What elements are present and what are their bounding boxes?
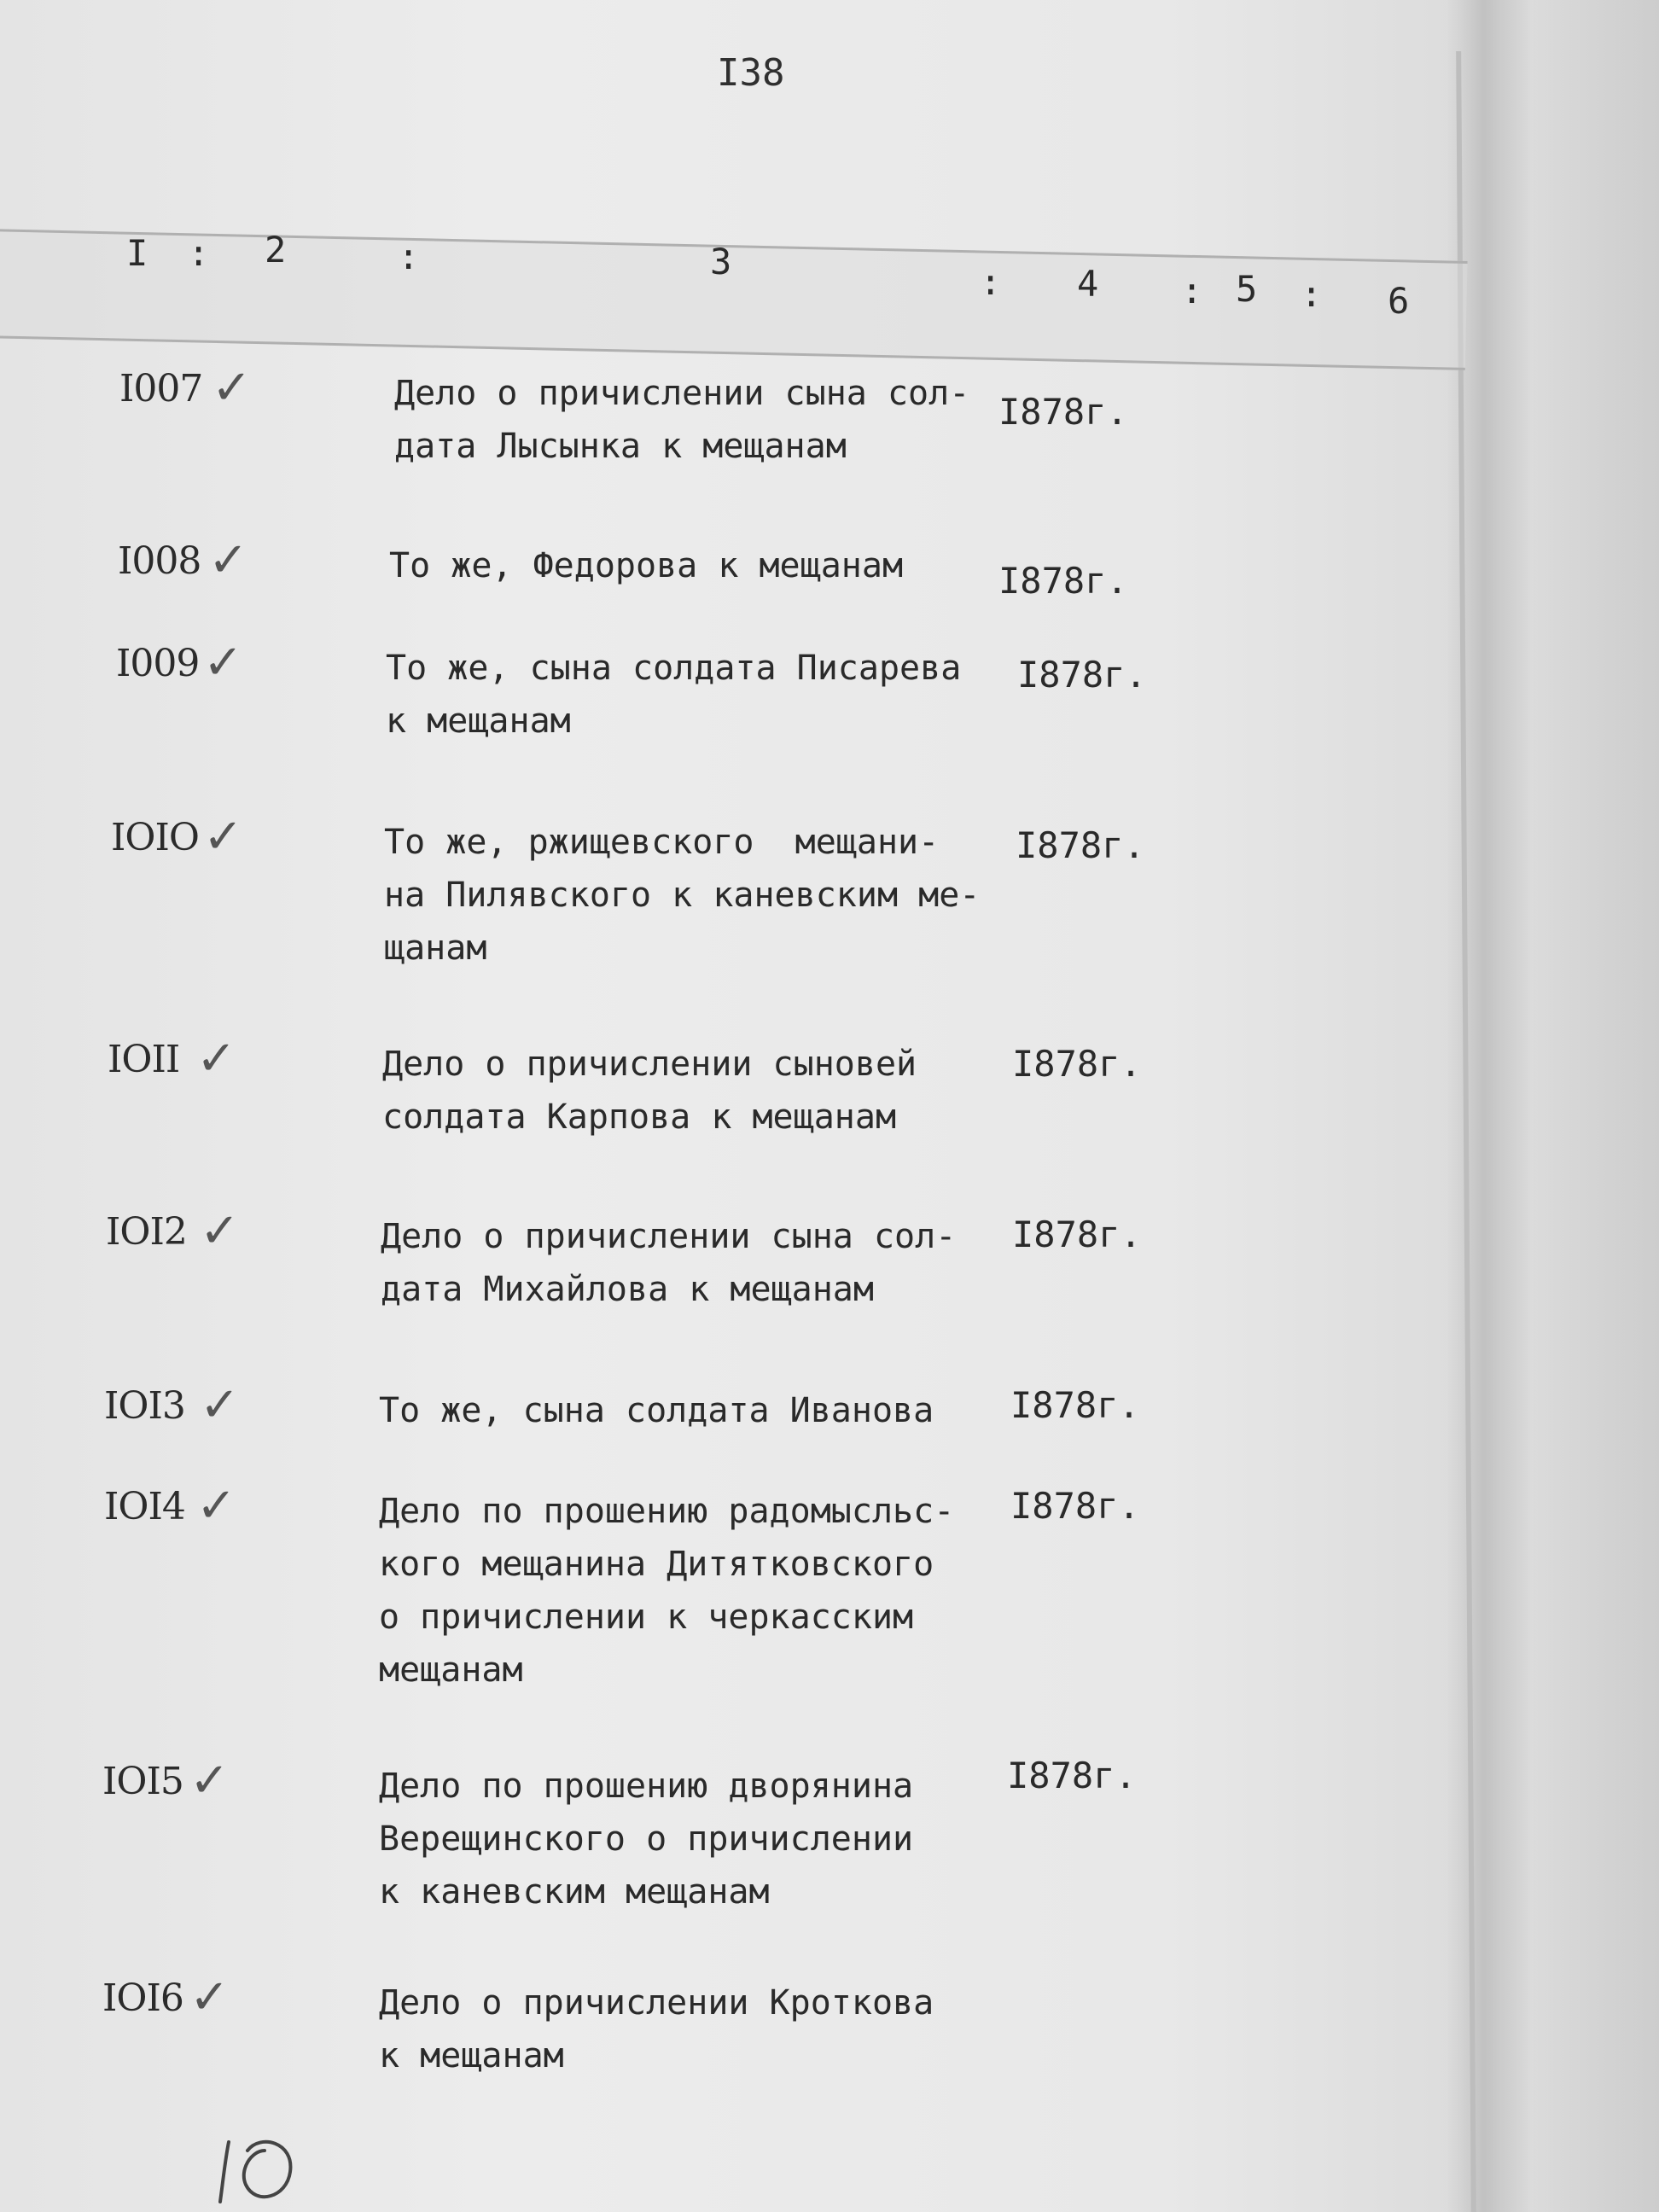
entry-title-line: щанам	[384, 928, 487, 968]
entry-number: IOI2	[106, 1210, 187, 1254]
check-mark-icon: ✓	[212, 360, 252, 416]
check-mark-icon: ✓	[200, 1203, 240, 1259]
entry-number: IOI4	[104, 1485, 185, 1528]
entry-title	[382, 1038, 917, 1144]
column-separator-5: :	[1301, 273, 1323, 315]
entry-title-line: дата Лысынка к мещанам	[394, 427, 847, 466]
entry-title-line: к каневским мещанам	[379, 1872, 770, 1912]
entry-number: I009	[116, 642, 200, 685]
entry-title-line: То же, сына солдата Иванова	[379, 1391, 934, 1430]
check-mark-icon: ✓	[208, 533, 248, 588]
entry-title-line: Дело по прошению дворянина	[379, 1767, 914, 1806]
column-header-3: 3	[710, 241, 732, 282]
entry-number: IOII	[108, 1038, 180, 1081]
entry-year: I878г.	[998, 560, 1128, 602]
check-mark-icon: ✓	[189, 1753, 230, 1808]
column-header-1: I	[126, 232, 148, 274]
entry-title-line: То же, ржищевского мещани-	[384, 823, 940, 862]
entry-number: IOI5	[102, 1760, 183, 1803]
check-mark-icon: ✓	[200, 1377, 240, 1433]
entry-title-line: То же, Федорова к мещанам	[389, 546, 904, 585]
entry-title-line: на Пилявского к каневским ме-	[384, 876, 981, 915]
entry-number: I008	[118, 539, 201, 583]
column-separator-3: :	[980, 261, 1002, 303]
entry-title-line: Верещинского о причислении	[379, 1819, 914, 1859]
entry-number: IOIO	[111, 816, 199, 859]
entry-title-line: То же, сына солдата Писарева	[386, 649, 962, 688]
entry-title-line: к мещанам	[386, 701, 571, 741]
entry-title	[394, 367, 969, 473]
column-header-5: 5	[1236, 268, 1258, 310]
entry-title	[386, 642, 961, 748]
column-separator-2: :	[398, 236, 420, 277]
entry-title-line: о причислении к черкасским	[379, 1598, 914, 1637]
entry-title	[379, 1976, 934, 2082]
entry-year: I878г.	[1007, 1755, 1137, 1796]
entry-year: I878г.	[1010, 1384, 1140, 1426]
entry-title	[381, 1210, 956, 1316]
entry-title-line: к мещанам	[379, 2036, 564, 2075]
entry-title-line: дата Михайлова к мещанам	[381, 1270, 874, 1309]
entry-title	[379, 1760, 913, 1918]
entry-title	[379, 1384, 934, 1437]
check-mark-icon: ✓	[203, 635, 243, 690]
check-mark-icon: ✓	[196, 1031, 236, 1086]
column-separator-4: :	[1181, 270, 1203, 311]
check-mark-icon: ✓	[189, 1970, 230, 2025]
entry-title	[389, 539, 903, 592]
entry-number: IOI3	[104, 1384, 185, 1428]
entry-title-line: кого мещанина Дитятковского	[379, 1545, 934, 1584]
entry-title	[384, 816, 980, 975]
entry-year: I878г.	[1017, 654, 1147, 696]
entry-year: I878г.	[1016, 824, 1145, 866]
entry-title-line: мещанам	[379, 1650, 523, 1690]
column-header-4: 4	[1077, 263, 1099, 305]
column-header-6: 6	[1388, 280, 1410, 322]
entry-year: I878г.	[998, 391, 1128, 433]
entry-year: I878г.	[1012, 1043, 1142, 1085]
entry-year: I878г.	[1012, 1214, 1142, 1255]
column-header-2: 2	[265, 229, 287, 271]
entry-year: I878г.	[1010, 1485, 1140, 1527]
entry-title-line: Дело о причислении сына сол-	[381, 1217, 957, 1256]
entry-title-line: солдата Карпова к мещанам	[382, 1097, 897, 1137]
handwritten-note-icon	[213, 2125, 307, 2210]
entry-title-line: Дело по прошению радомысльс-	[379, 1492, 955, 1531]
entry-title-line: Дело о причислении сына сол-	[394, 374, 970, 413]
page-number: I38	[717, 51, 785, 95]
column-separator-1: :	[188, 232, 210, 274]
check-mark-icon: ✓	[196, 1478, 236, 1534]
entry-number: I007	[119, 367, 203, 410]
entry-title	[379, 1485, 954, 1697]
check-mark-icon: ✓	[203, 809, 243, 864]
entry-title-line: Дело о причислении Кроткова	[379, 1983, 934, 2023]
entry-title-line: Дело о причислении сыновей	[382, 1045, 917, 1084]
entry-number: IOI6	[102, 1976, 183, 2020]
